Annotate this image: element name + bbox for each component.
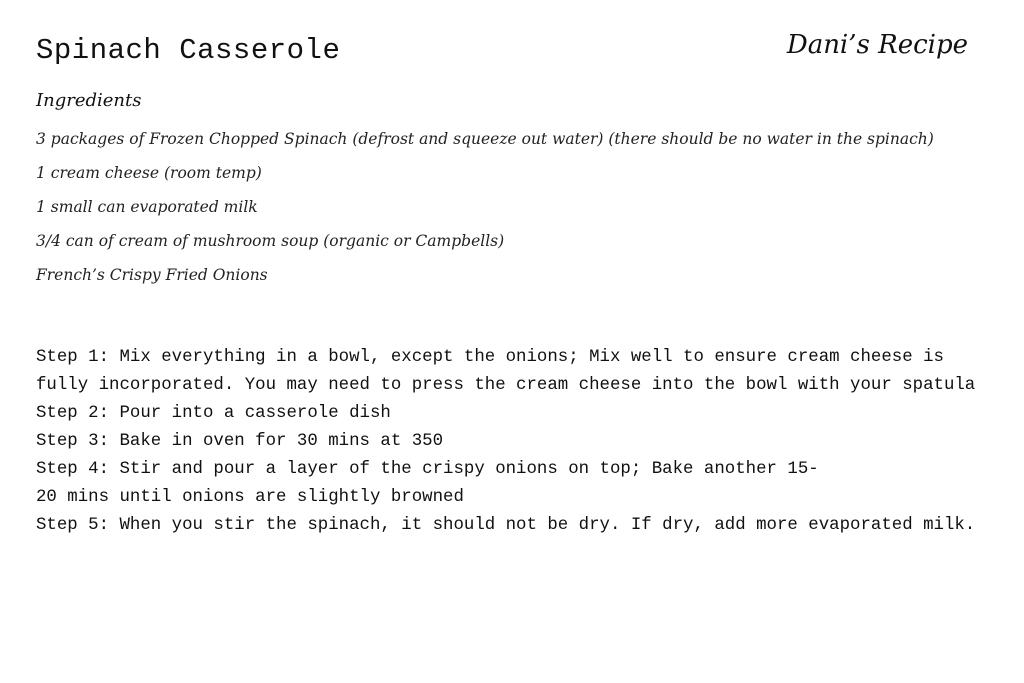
- step-item: Step 4: Stir and pour a layer of the crispy onions on top; Bake another 15- 20 mins until onions are slightly browned: [36, 460, 819, 507]
- steps-list: [36, 344, 981, 540]
- ingredient-item: 1 cream cheese (room temp): [36, 164, 262, 182]
- ingredient-item: 3/4 can of cream of mushroom soup (organic or Campbells): [36, 232, 505, 250]
- ingredient-item: French’s Crispy Fried Onions: [36, 266, 268, 284]
- recipe-title: Spinach Casserole: [36, 34, 341, 67]
- step-item: Step 1: Mix everything in a bowl, except the onions; Mix well to ensure cream cheese is fully incorporated. You may need to press the cream cheese into the bowl with your spatula: [36, 348, 976, 395]
- step-item: Step 2: Pour into a casserole dish: [36, 404, 391, 423]
- step-item: Step 3: Bake in oven for 30 mins at 350: [36, 432, 444, 451]
- ingredient-item: 1 small can evaporated milk: [36, 198, 258, 216]
- ingredients-list: [36, 122, 966, 292]
- step-item: Step 5: When you stir the spinach, it should not be dry. If dry, add more evaporated milk.: [36, 516, 976, 535]
- ingredients-heading: Ingredients: [36, 90, 142, 111]
- ingredient-item: 3 packages of Frozen Chopped Spinach (defrost and squeeze out water) (there should be no water in the spinach): [36, 130, 934, 148]
- recipe-author: Dani’s Recipe: [786, 30, 968, 60]
